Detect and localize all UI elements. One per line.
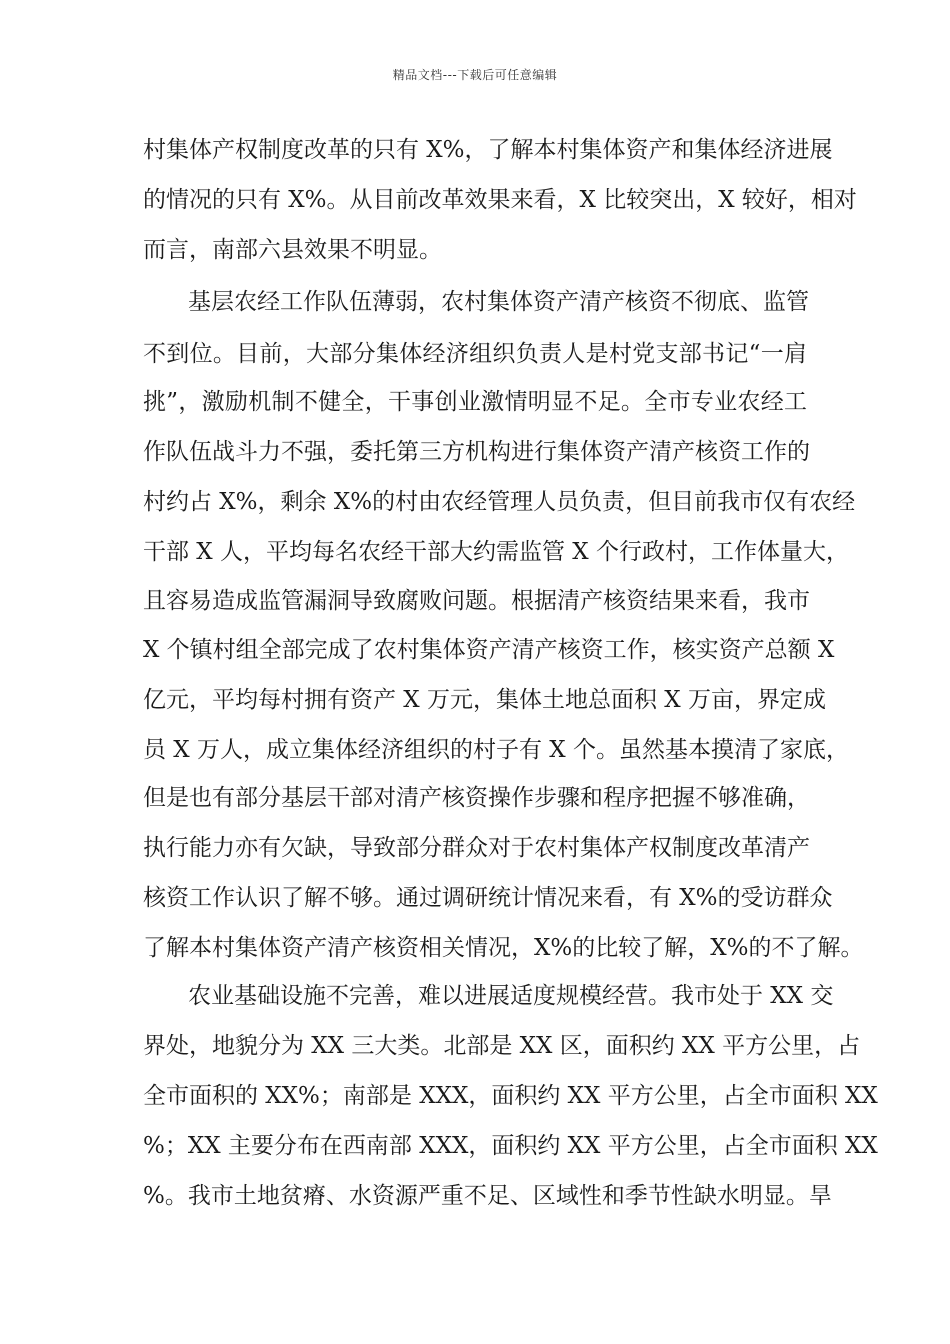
paragraph-3-line-1: 农业基础设施不完善，难以进展适度规模经营。我市处于 XX 交 <box>188 983 834 1009</box>
paragraph-1-line-2: 的情况的只有 X%。从目前改革效果来看，X 比较突出，X 较好，相对 <box>143 187 857 213</box>
paragraph-1-line-1: 村集体产权制度改革的只有 X%，了解本村集体资产和集体经济进展 <box>143 137 833 163</box>
paragraph-2-line-1: 基层农经工作队伍薄弱，农村集体资产清产核资不彻底、监管 <box>188 289 809 315</box>
paragraph-2-line-8: X 个镇村组全部完成了农村集体资产清产核资工作，核实资产总额 X <box>143 637 835 663</box>
paragraph-1-line-3: 而言，南部六县效果不明显。 <box>143 237 442 263</box>
paragraph-2-line-12: 执行能力亦有欠缺，导致部分群众对于农村集体产权制度改革清产 <box>143 835 810 861</box>
paragraph-3-line-4: %；XX 主要分布在西南部 XXX，面积约 XX 平方公里，占全市面积 XX <box>143 1133 878 1159</box>
paragraph-2-line-5: 村约占 X%，剩余 X%的村由农经管理人员负责，但目前我市仅有农经 <box>143 489 856 515</box>
paragraph-2-line-10: 员 X 万人，成立集体经济组织的村子有 X 个。虽然基本摸清了家底， <box>143 737 849 763</box>
paragraph-2-line-9: 亿元，平均每村拥有资产 X 万元，集体土地总面积 X 万亩，界定成 <box>143 687 826 713</box>
paragraph-3-line-3: 全市面积的 XX%；南部是 XXX，面积约 XX 平方公里，占全市面积 XX <box>143 1083 878 1109</box>
paragraph-2-line-14: 了解本村集体资产清产核资相关情况，X%的比较了解，X%的不了解。 <box>143 935 864 961</box>
paragraph-2-line-2: 不到位。目前，大部分集体经济组织负责人是村党支部书记“一肩 <box>143 341 807 367</box>
paragraph-2-line-7: 且容易造成监管漏洞导致腐败问题。根据清产核资结果来看，我市 <box>143 588 810 614</box>
paragraph-2-line-11: 但是也有部分基层干部对清产核资操作步骤和程序把握不够准确， <box>143 785 810 811</box>
paragraph-2-line-4: 作队伍战斗力不强，委托第三方机构进行集体资产清产核资工作的 <box>143 439 810 465</box>
paragraph-3-line-2: 界处，地貌分为 XX 三大类。北部是 XX 区，面积约 XX 平方公里，占 <box>143 1033 861 1059</box>
paragraph-2-line-3: 挑”，激励机制不健全，干事创业激情明显不足。全市专业农经工 <box>143 389 807 415</box>
paragraph-3-line-5: %。我市土地贫瘠、水资源严重不足、区域性和季节性缺水明显。旱 <box>143 1183 832 1209</box>
paragraph-2-line-13: 核资工作认识了解不够。通过调研统计情况来看，有 X%的受访群众 <box>143 885 833 911</box>
paragraph-2-line-6: 干部 X 人，平均每名农经干部大约需监管 X 个行政村，工作体量大， <box>143 539 849 565</box>
page-header: 精品文档---下载后可任意编辑 <box>392 68 558 82</box>
